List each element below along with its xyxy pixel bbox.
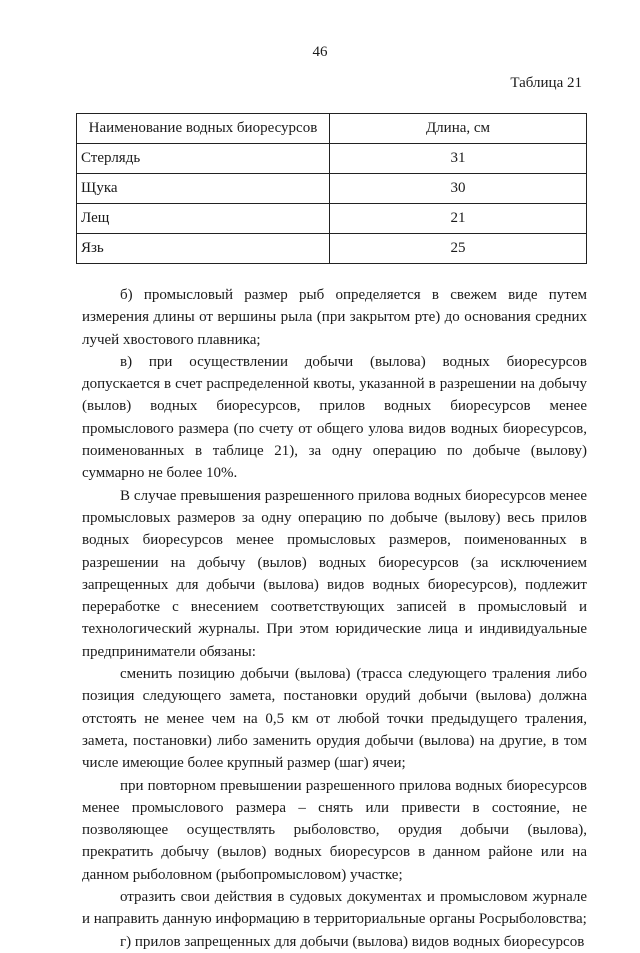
body-text [82, 284, 587, 953]
paragraph-change-position: сменить позицию добычи (вылова) (трасса следующего траления либо позиция следующего замета, постановки орудий добычи (вылова) должна отстоять не менее чем на 0,5 км от любой точки предыдущего траления, замета, постановки) либо заменить орудия добычи (вылова) на другие, в том числе имеющие более крупный размер (шаг) ячеи; [82, 666, 587, 772]
species-name: Лещ [77, 204, 330, 234]
table-row [77, 204, 587, 234]
species-name: Язь [77, 234, 330, 264]
paragraph-v: в) при осуществлении добычи (вылова) водных биоресурсов допускается в счет распределенной квоты, указанной в разрешении на добычу (вылов) водных биоресурсов, прилов водных биоресурсов менее промыслового размера (по счету от общего улова видов водных биоресурсов, поименованных в таблице 21), за одну операцию по добыче (вылову) суммарно не более 10%. [82, 353, 587, 482]
table-row [77, 174, 587, 204]
species-name: Щука [77, 174, 330, 204]
species-length: 25 [330, 234, 587, 264]
column-header-length: Длина, см [330, 114, 587, 144]
species-length: 21 [330, 204, 587, 234]
paragraph-repeated-excess: при повторном превышении разрешенного прилова водных биоресурсов менее промыслового размера – снять или привести в состояние, не позволяющее осуществлять рыболовство, орудия добычи (вылова), прекратить добычу (вылов) водных биоресурсов в данном районе или на данном рыболовном (рыбопромысловом) участке; [82, 777, 587, 883]
table-row [77, 144, 587, 174]
page-number: 46 [312, 44, 328, 60]
paragraph-b: б) промысловый размер рыб определяется в свежем виде путем измерения длины от вершины рыла (при закрытом рте) до основания средних лучей хвостового плавника; [82, 287, 587, 348]
column-header-name: Наименование водных биоресурсов [77, 114, 330, 144]
species-name: Стерлядь [77, 144, 330, 174]
table-header-row [77, 114, 587, 144]
species-length: 31 [330, 144, 587, 174]
paragraph-bycatch-excess: В случае превышения разрешенного прилова водных биоресурсов менее промысловых размеров за одну операцию по добыче (вылову) весь прилов водных биоресурсов менее промысловых размеров, поименованных в разрешении на добычу (вылов) водных биоресурсов (за исключением запрещенных для добычи (вылова) видов водных биоресурсов), подлежит переработке с внесением соответствующих записей в промысловый и технологический журналы. При этом юридические лица и индивидуальные предприниматели обязаны: [82, 487, 587, 660]
species-length: 30 [330, 174, 587, 204]
table-row [77, 234, 587, 264]
bioresources-length-table [76, 113, 587, 264]
table-caption: Таблица 21 [510, 75, 582, 91]
paragraph-g: г) прилов запрещенных для добычи (вылова) видов водных биоресурсов [120, 933, 585, 950]
paragraph-record-actions: отразить свои действия в судовых документах и промысловом журнале и направить данную информацию в территориальные органы Росрыболовства; [82, 889, 587, 928]
